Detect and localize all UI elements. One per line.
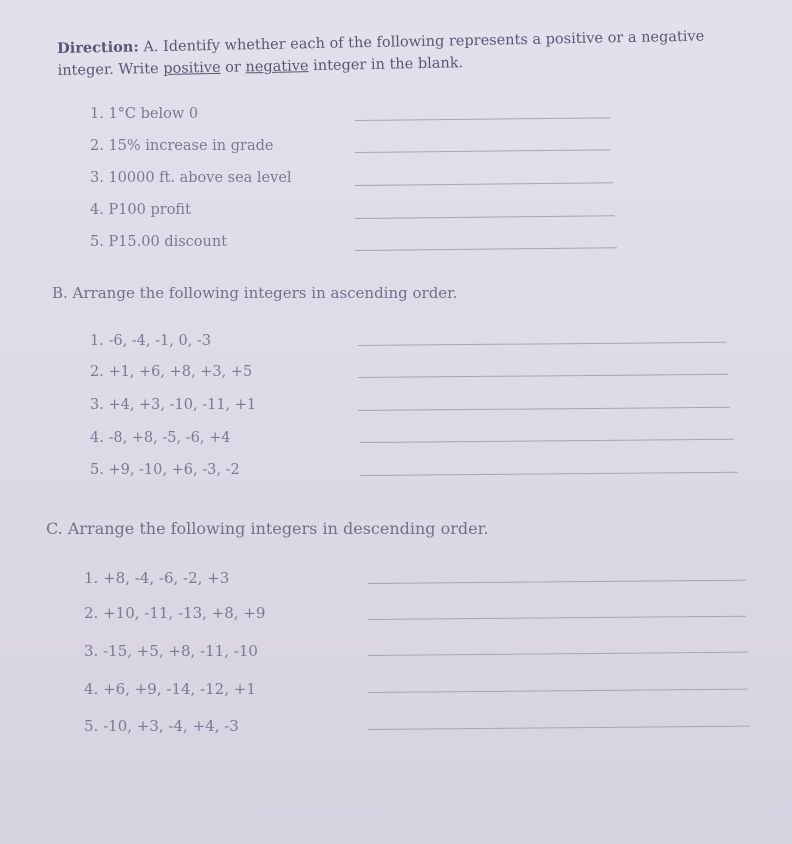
b-item-3: 3. +4, +3, -10, -11, +1 — [90, 397, 257, 413]
direction-or: or — [220, 59, 246, 76]
c-item-5: 5. -10, +3, -4, +4, -3 — [84, 717, 239, 735]
word-positive: positive — [163, 59, 221, 77]
c-item-3: 3. -15, +5, +8, -11, -10 — [84, 642, 258, 660]
a-blank-5[interactable] — [355, 247, 617, 251]
b-item-5: 5. +9, -10, +6, -3, -2 — [90, 462, 240, 478]
a-blank-1[interactable] — [355, 117, 610, 121]
c-blank-3[interactable] — [368, 652, 748, 656]
a-item-3: 3. 10000 ft. above sea level — [90, 170, 292, 186]
a-item-4: 4. P100 profit — [90, 202, 191, 218]
b-blank-2[interactable] — [358, 374, 728, 378]
b-item-4: 4. -8, +8, -5, -6, +4 — [90, 430, 231, 446]
b-item-1: 1. -6, -4, -1, 0, -3 — [90, 333, 212, 349]
c-blank-1[interactable] — [368, 580, 746, 584]
b-blank-4[interactable] — [360, 439, 734, 443]
direction-text-1: A. Identify whether each of the following represents a positive or a negative integer. Write — [57, 28, 705, 79]
b-item-2: 2. +1, +6, +8, +3, +5 — [90, 364, 253, 380]
c-blank-5[interactable] — [368, 726, 750, 730]
b-blank-5[interactable] — [360, 472, 738, 476]
c-item-1: 1. +8, -4, -6, -2, +3 — [84, 569, 230, 587]
word-negative: negative — [245, 58, 309, 76]
a-blank-3[interactable] — [355, 182, 613, 186]
section-b-title: B. Arrange the following integers in ascending order. — [52, 284, 458, 302]
c-item-2: 2. +10, -11, -13, +8, +9 — [84, 604, 266, 622]
a-item-5: 5. P15.00 discount — [90, 234, 228, 250]
section-c-title: C. Arrange the following integers in descending order. — [46, 519, 489, 538]
c-blank-4[interactable] — [368, 689, 748, 693]
a-blank-4[interactable] — [355, 215, 615, 219]
b-blank-1[interactable] — [358, 342, 726, 346]
directions — [57, 25, 758, 82]
a-item-2: 2. 15% increase in grade — [90, 138, 274, 154]
b-blank-3[interactable] — [358, 407, 730, 411]
c-item-4: 4. +6, +9, -14, -12, +1 — [84, 680, 256, 698]
c-blank-2[interactable] — [368, 616, 746, 620]
a-item-1: 1. 1°C below 0 — [90, 106, 199, 122]
direction-label: Direction: — [57, 38, 139, 57]
a-blank-2[interactable] — [355, 149, 610, 153]
direction-text-2: integer in the blank. — [308, 55, 464, 75]
